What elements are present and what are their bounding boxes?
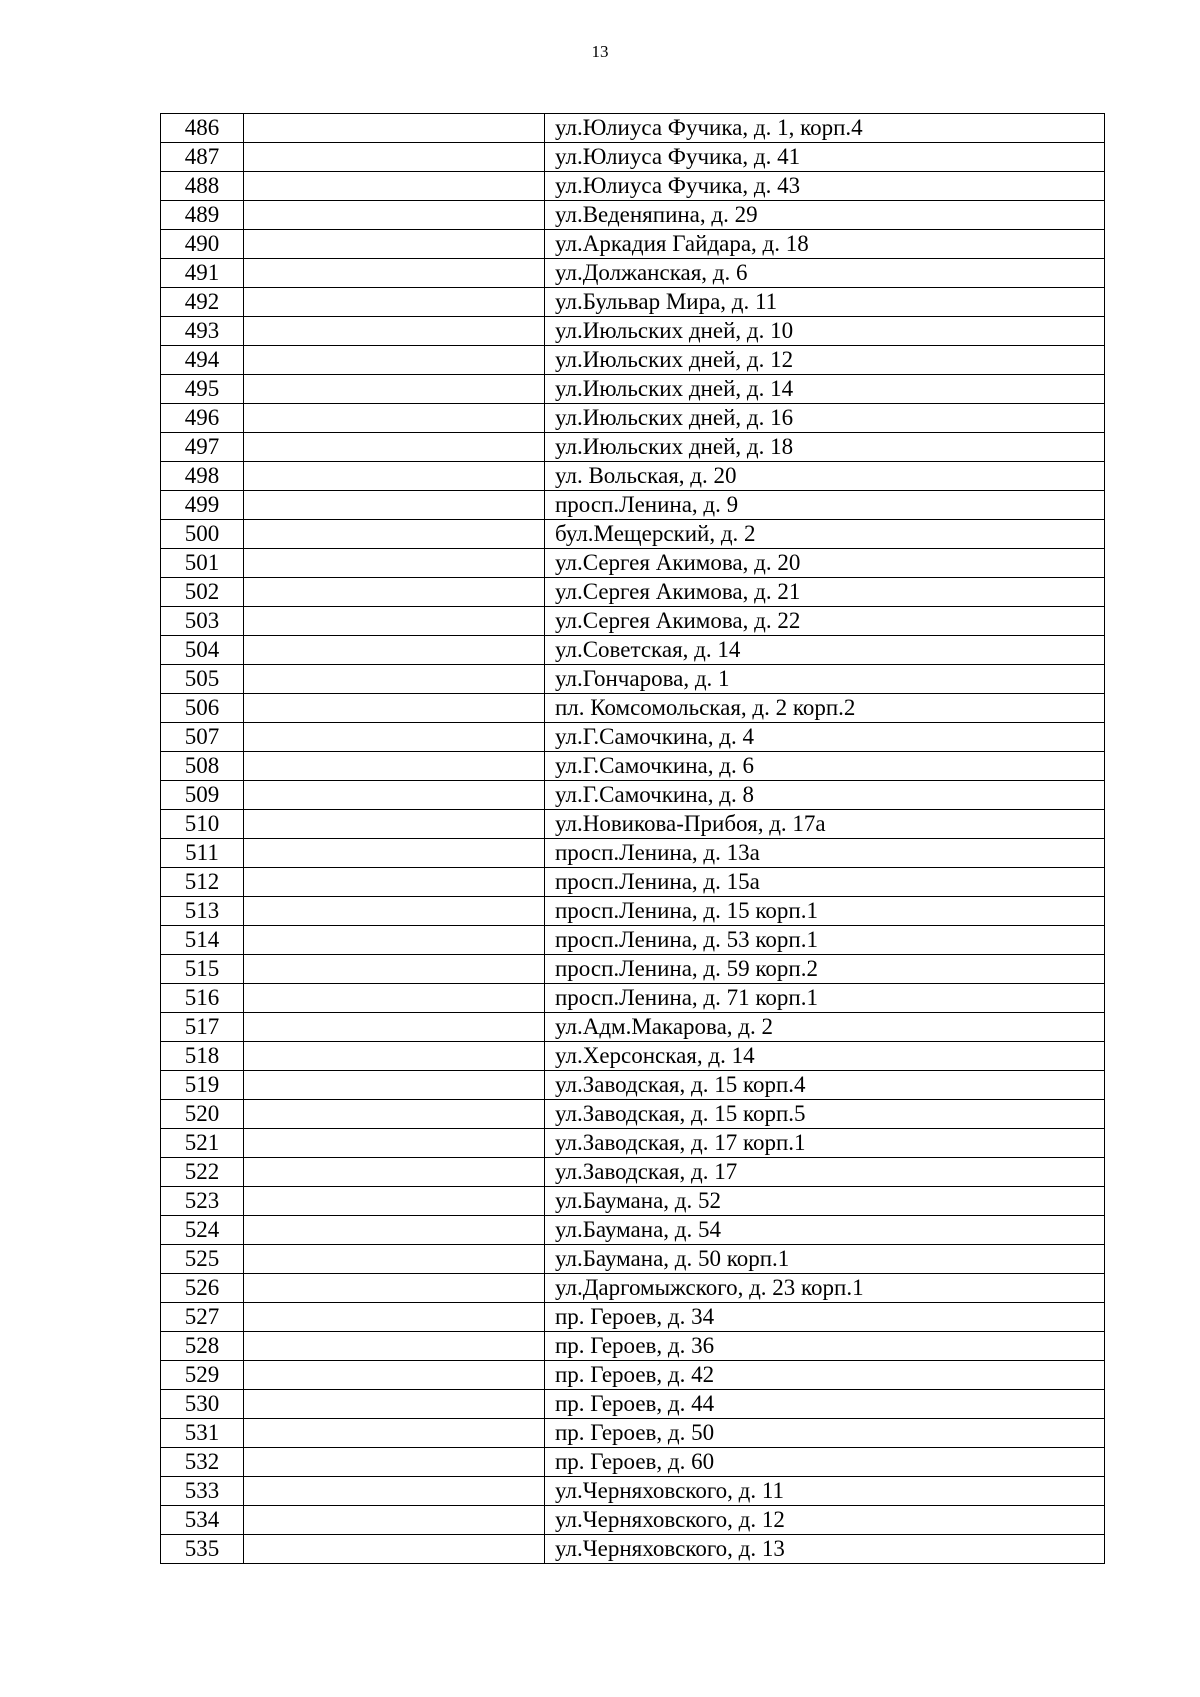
empty-cell: [244, 143, 545, 172]
table-row: [161, 375, 1105, 404]
table-row: [161, 549, 1105, 578]
row-number-cell: 534: [161, 1506, 244, 1535]
row-number-cell: 514: [161, 926, 244, 955]
table-row: [161, 694, 1105, 723]
empty-cell: [244, 549, 545, 578]
address-cell: просп.Ленина, д. 59 корп.2: [545, 955, 1105, 984]
address-cell: ул.Сергея Акимова, д. 22: [545, 607, 1105, 636]
row-number-cell: 488: [161, 172, 244, 201]
table-row: [161, 636, 1105, 665]
address-cell: ул.Новикова-Прибоя, д. 17а: [545, 810, 1105, 839]
row-number-cell: 510: [161, 810, 244, 839]
table-row: [161, 723, 1105, 752]
address-cell: ул.Гончарова, д. 1: [545, 665, 1105, 694]
empty-cell: [244, 1129, 545, 1158]
empty-cell: [244, 172, 545, 201]
table-row: [161, 462, 1105, 491]
address-cell: ул.Юлиуса Фучика, д. 41: [545, 143, 1105, 172]
table-row: [161, 1158, 1105, 1187]
address-cell: ул.Бульвар Мира, д. 11: [545, 288, 1105, 317]
row-number-cell: 521: [161, 1129, 244, 1158]
empty-cell: [244, 1448, 545, 1477]
row-number-cell: 524: [161, 1216, 244, 1245]
address-cell: ул.Баумана, д. 54: [545, 1216, 1105, 1245]
empty-cell: [244, 491, 545, 520]
address-cell: пр. Героев, д. 50: [545, 1419, 1105, 1448]
table-row: [161, 172, 1105, 201]
address-cell: ул.Заводская, д. 17 корп.1: [545, 1129, 1105, 1158]
empty-cell: [244, 1216, 545, 1245]
empty-cell: [244, 694, 545, 723]
row-number-cell: 503: [161, 607, 244, 636]
empty-cell: [244, 346, 545, 375]
row-number-cell: 525: [161, 1245, 244, 1274]
empty-cell: [244, 1506, 545, 1535]
row-number-cell: 520: [161, 1100, 244, 1129]
table-row: [161, 1361, 1105, 1390]
empty-cell: [244, 1419, 545, 1448]
table-row: [161, 1216, 1105, 1245]
address-cell: ул.Юлиуса Фучика, д. 1, корп.4: [545, 114, 1105, 143]
table-row: [161, 259, 1105, 288]
empty-cell: [244, 1158, 545, 1187]
row-number-cell: 491: [161, 259, 244, 288]
empty-cell: [244, 1303, 545, 1332]
row-number-cell: 530: [161, 1390, 244, 1419]
empty-cell: [244, 1187, 545, 1216]
table-row: [161, 491, 1105, 520]
empty-cell: [244, 1477, 545, 1506]
row-number-cell: 512: [161, 868, 244, 897]
table-row: [161, 1245, 1105, 1274]
table-row: [161, 1129, 1105, 1158]
empty-cell: [244, 607, 545, 636]
address-cell: просп.Ленина, д. 71 корп.1: [545, 984, 1105, 1013]
address-cell: ул.Сергея Акимова, д. 20: [545, 549, 1105, 578]
empty-cell: [244, 781, 545, 810]
empty-cell: [244, 636, 545, 665]
address-cell: ул.Веденяпина, д. 29: [545, 201, 1105, 230]
table-row: [161, 230, 1105, 259]
table-row: [161, 1013, 1105, 1042]
row-number-cell: 502: [161, 578, 244, 607]
empty-cell: [244, 404, 545, 433]
row-number-cell: 490: [161, 230, 244, 259]
address-cell: просп.Ленина, д. 15 корп.1: [545, 897, 1105, 926]
table-row: [161, 520, 1105, 549]
address-cell: ул. Вольская, д. 20: [545, 462, 1105, 491]
row-number-cell: 493: [161, 317, 244, 346]
address-cell: ул.Баумана, д. 50 корп.1: [545, 1245, 1105, 1274]
row-number-cell: 523: [161, 1187, 244, 1216]
row-number-cell: 486: [161, 114, 244, 143]
address-cell: просп.Ленина, д. 13а: [545, 839, 1105, 868]
row-number-cell: 489: [161, 201, 244, 230]
empty-cell: [244, 984, 545, 1013]
table-row: [161, 1448, 1105, 1477]
address-cell: ул.Г.Самочкина, д. 4: [545, 723, 1105, 752]
row-number-cell: 528: [161, 1332, 244, 1361]
empty-cell: [244, 723, 545, 752]
row-number-cell: 531: [161, 1419, 244, 1448]
table-row: [161, 1477, 1105, 1506]
address-cell: ул.Юлиуса Фучика, д. 43: [545, 172, 1105, 201]
address-cell: ул.Черняховского, д. 13: [545, 1535, 1105, 1564]
row-number-cell: 495: [161, 375, 244, 404]
row-number-cell: 526: [161, 1274, 244, 1303]
row-number-cell: 516: [161, 984, 244, 1013]
row-number-cell: 499: [161, 491, 244, 520]
table-row: [161, 955, 1105, 984]
table-row: [161, 665, 1105, 694]
empty-cell: [244, 1042, 545, 1071]
table-row: [161, 1042, 1105, 1071]
empty-cell: [244, 752, 545, 781]
row-number-cell: 508: [161, 752, 244, 781]
address-cell: ул.Аркадия Гайдара, д. 18: [545, 230, 1105, 259]
row-number-cell: 496: [161, 404, 244, 433]
table-row: [161, 1071, 1105, 1100]
table-row: [161, 781, 1105, 810]
row-number-cell: 522: [161, 1158, 244, 1187]
row-number-cell: 509: [161, 781, 244, 810]
empty-cell: [244, 375, 545, 404]
empty-cell: [244, 578, 545, 607]
row-number-cell: 518: [161, 1042, 244, 1071]
table-row: [161, 578, 1105, 607]
empty-cell: [244, 1274, 545, 1303]
row-number-cell: 500: [161, 520, 244, 549]
empty-cell: [244, 926, 545, 955]
address-cell: пр. Героев, д. 60: [545, 1448, 1105, 1477]
row-number-cell: 533: [161, 1477, 244, 1506]
address-cell: ул.Заводская, д. 17: [545, 1158, 1105, 1187]
table-row: [161, 317, 1105, 346]
table-row: [161, 607, 1105, 636]
address-table-body: [161, 114, 1105, 1564]
empty-cell: [244, 1245, 545, 1274]
address-cell: ул.Черняховского, д. 11: [545, 1477, 1105, 1506]
address-cell: просп.Ленина, д. 9: [545, 491, 1105, 520]
empty-cell: [244, 955, 545, 984]
row-number-cell: 506: [161, 694, 244, 723]
address-cell: ул.Июльских дней, д. 12: [545, 346, 1105, 375]
address-cell: ул.Черняховского, д. 12: [545, 1506, 1105, 1535]
row-number-cell: 517: [161, 1013, 244, 1042]
address-cell: ул.Даргомыжского, д. 23 корп.1: [545, 1274, 1105, 1303]
address-cell: ул.Заводская, д. 15 корп.4: [545, 1071, 1105, 1100]
table-row: [161, 897, 1105, 926]
row-number-cell: 497: [161, 433, 244, 462]
page-number: 13: [591, 42, 609, 61]
empty-cell: [244, 1535, 545, 1564]
empty-cell: [244, 1361, 545, 1390]
empty-cell: [244, 520, 545, 549]
address-table: [160, 113, 1105, 1564]
row-number-cell: 507: [161, 723, 244, 752]
empty-cell: [244, 1390, 545, 1419]
table-row: [161, 1187, 1105, 1216]
empty-cell: [244, 1100, 545, 1129]
address-cell: ул.Адм.Макарова, д. 2: [545, 1013, 1105, 1042]
address-cell: ул.Г.Самочкина, д. 6: [545, 752, 1105, 781]
address-cell: ул.Баумана, д. 52: [545, 1187, 1105, 1216]
table-row: [161, 346, 1105, 375]
row-number-cell: 494: [161, 346, 244, 375]
empty-cell: [244, 1013, 545, 1042]
table-row: [161, 1332, 1105, 1361]
table-row: [161, 143, 1105, 172]
row-number-cell: 487: [161, 143, 244, 172]
empty-cell: [244, 114, 545, 143]
table-row: [161, 1419, 1105, 1448]
address-cell: ул.Июльских дней, д. 10: [545, 317, 1105, 346]
row-number-cell: 511: [161, 839, 244, 868]
table-row: [161, 1390, 1105, 1419]
row-number-cell: 529: [161, 1361, 244, 1390]
empty-cell: [244, 1071, 545, 1100]
table-row: [161, 1303, 1105, 1332]
address-cell: пл. Комсомольская, д. 2 корп.2: [545, 694, 1105, 723]
row-number-cell: 519: [161, 1071, 244, 1100]
table-row: [161, 926, 1105, 955]
address-cell: ул.Июльских дней, д. 16: [545, 404, 1105, 433]
row-number-cell: 513: [161, 897, 244, 926]
table-row: [161, 1535, 1105, 1564]
table-row: [161, 752, 1105, 781]
address-cell: просп.Ленина, д. 53 корп.1: [545, 926, 1105, 955]
address-cell: ул.Должанская, д. 6: [545, 259, 1105, 288]
row-number-cell: 527: [161, 1303, 244, 1332]
address-cell: пр. Героев, д. 42: [545, 1361, 1105, 1390]
address-cell: просп.Ленина, д. 15а: [545, 868, 1105, 897]
empty-cell: [244, 288, 545, 317]
row-number-cell: 515: [161, 955, 244, 984]
address-cell: ул.Сергея Акимова, д. 21: [545, 578, 1105, 607]
table-row: [161, 868, 1105, 897]
empty-cell: [244, 201, 545, 230]
address-cell: ул.Июльских дней, д. 14: [545, 375, 1105, 404]
row-number-cell: 501: [161, 549, 244, 578]
table-row: [161, 810, 1105, 839]
table-row: [161, 1100, 1105, 1129]
empty-cell: [244, 810, 545, 839]
table-row: [161, 404, 1105, 433]
empty-cell: [244, 462, 545, 491]
address-cell: ул.Советская, д. 14: [545, 636, 1105, 665]
empty-cell: [244, 839, 545, 868]
table-row: [161, 201, 1105, 230]
empty-cell: [244, 897, 545, 926]
table-row: [161, 839, 1105, 868]
table-row: [161, 1506, 1105, 1535]
empty-cell: [244, 433, 545, 462]
address-cell: пр. Героев, д. 44: [545, 1390, 1105, 1419]
row-number-cell: 492: [161, 288, 244, 317]
address-cell: бул.Мещерский, д. 2: [545, 520, 1105, 549]
row-number-cell: 505: [161, 665, 244, 694]
table-row: [161, 1274, 1105, 1303]
table-row: [161, 984, 1105, 1013]
row-number-cell: 532: [161, 1448, 244, 1477]
empty-cell: [244, 230, 545, 259]
address-cell: ул.Херсонская, д. 14: [545, 1042, 1105, 1071]
row-number-cell: 535: [161, 1535, 244, 1564]
empty-cell: [244, 259, 545, 288]
row-number-cell: 504: [161, 636, 244, 665]
address-cell: пр. Героев, д. 36: [545, 1332, 1105, 1361]
empty-cell: [244, 665, 545, 694]
address-cell: ул.Заводская, д. 15 корп.5: [545, 1100, 1105, 1129]
empty-cell: [244, 317, 545, 346]
address-cell: ул.Июльских дней, д. 18: [545, 433, 1105, 462]
table-row: [161, 114, 1105, 143]
table-row: [161, 288, 1105, 317]
table-row: [161, 433, 1105, 462]
empty-cell: [244, 868, 545, 897]
address-cell: ул.Г.Самочкина, д. 8: [545, 781, 1105, 810]
address-cell: пр. Героев, д. 34: [545, 1303, 1105, 1332]
row-number-cell: 498: [161, 462, 244, 491]
empty-cell: [244, 1332, 545, 1361]
